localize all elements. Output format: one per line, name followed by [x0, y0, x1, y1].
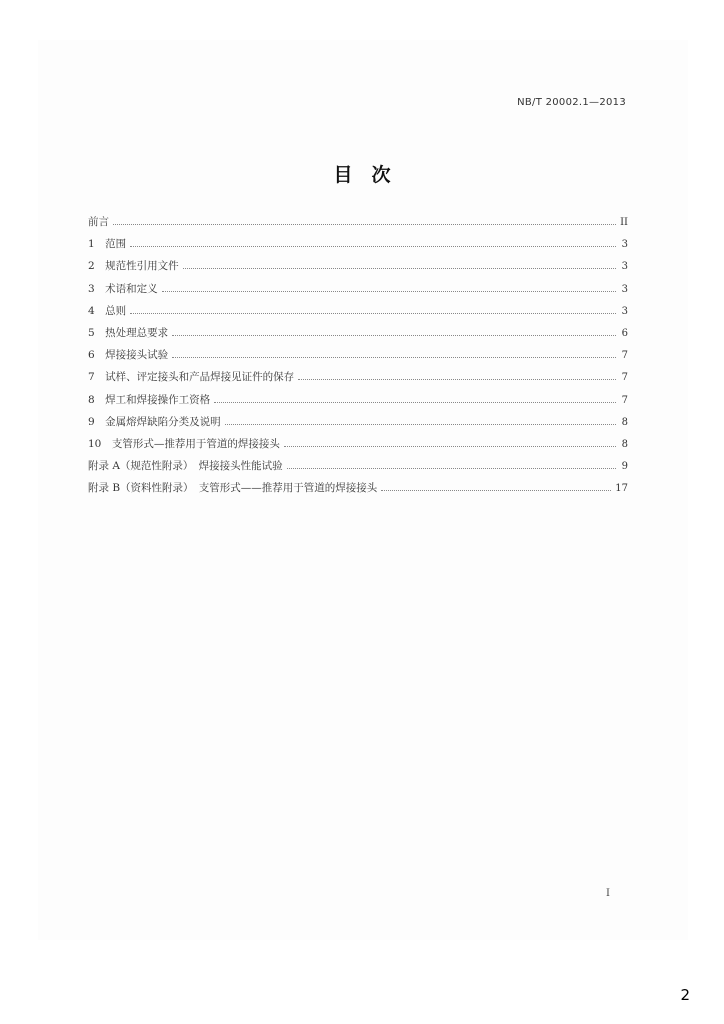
toc-entry-page: 3	[621, 305, 628, 317]
toc-entry-page: 8	[621, 438, 628, 450]
toc-entry[interactable]	[88, 258, 628, 280]
toc-entry-label: 5 热处理总要求	[88, 326, 169, 339]
dot-leader	[172, 357, 616, 358]
toc-entry-page: 3	[621, 239, 628, 251]
toc-entry-label: 附录 B（资料性附录） 支管形式——推荐用于管道的焊接接头	[88, 482, 378, 495]
toc-entry[interactable]	[88, 303, 628, 325]
toc-entry-page: 7	[621, 394, 628, 406]
toc-entry-label: 7 试样、评定接头和产品焊接见证件的保存	[88, 371, 295, 384]
toc-entry-label: 2 规范性引用文件	[88, 260, 179, 273]
page-number: 2	[680, 986, 690, 1004]
toc-entry[interactable]	[88, 347, 628, 369]
toc-entry[interactable]	[88, 480, 628, 502]
toc-entry[interactable]	[88, 281, 628, 303]
dot-leader	[214, 402, 616, 403]
toc-entry[interactable]	[88, 369, 628, 391]
toc-entry-page: 9	[621, 461, 628, 473]
toc-entry-label: 9 金属熔焊缺陷分类及说明	[88, 415, 221, 428]
toc-entry-page: II	[620, 217, 628, 228]
toc-entry[interactable]	[88, 214, 628, 236]
dot-leader	[298, 379, 616, 380]
dot-leader	[130, 246, 616, 247]
toc-entry-label: 附录 A（规范性附录） 焊接接头性能试验	[88, 460, 283, 473]
toc-entry-page: 6	[621, 327, 628, 339]
dot-leader	[381, 490, 611, 491]
toc-entry-label: 3 术语和定义	[88, 282, 158, 295]
toc-entry[interactable]	[88, 458, 628, 480]
toc-entry[interactable]	[88, 436, 628, 458]
dot-leader	[183, 268, 616, 269]
dot-leader	[284, 446, 616, 447]
toc-entry-page: 3	[621, 261, 628, 273]
dot-leader	[287, 468, 616, 469]
toc-entry[interactable]	[88, 325, 628, 347]
toc-entry-page: 8	[621, 416, 628, 428]
toc-entry[interactable]	[88, 236, 628, 258]
standard-code: NB/T 20002.1—2013	[517, 97, 626, 108]
toc-entry[interactable]	[88, 414, 628, 436]
toc-entry-label: 前言	[88, 216, 109, 228]
dot-leader	[130, 313, 616, 314]
toc-entry-label: 6 焊接接头试验	[88, 349, 169, 362]
dot-leader	[225, 424, 616, 425]
toc-entry[interactable]	[88, 392, 628, 414]
toc-entry-label: 8 焊工和焊接操作工资格	[88, 393, 211, 406]
toc-entry-page: 17	[615, 483, 628, 495]
toc-entry-label: 1 范围	[88, 238, 127, 251]
dot-leader	[113, 224, 616, 225]
toc-entry-page: 3	[621, 283, 628, 295]
table-of-contents	[88, 214, 628, 502]
toc-entry-label: 4 总则	[88, 304, 127, 317]
dot-leader	[162, 291, 616, 292]
toc-entry-label: 10 支管形式—推荐用于管道的焊接接头	[88, 437, 280, 450]
roman-page-number: I	[606, 888, 610, 899]
toc-title: 目 次	[333, 164, 391, 186]
toc-entry-page: 7	[621, 372, 628, 384]
dot-leader	[172, 335, 616, 336]
toc-entry-page: 7	[621, 350, 628, 362]
